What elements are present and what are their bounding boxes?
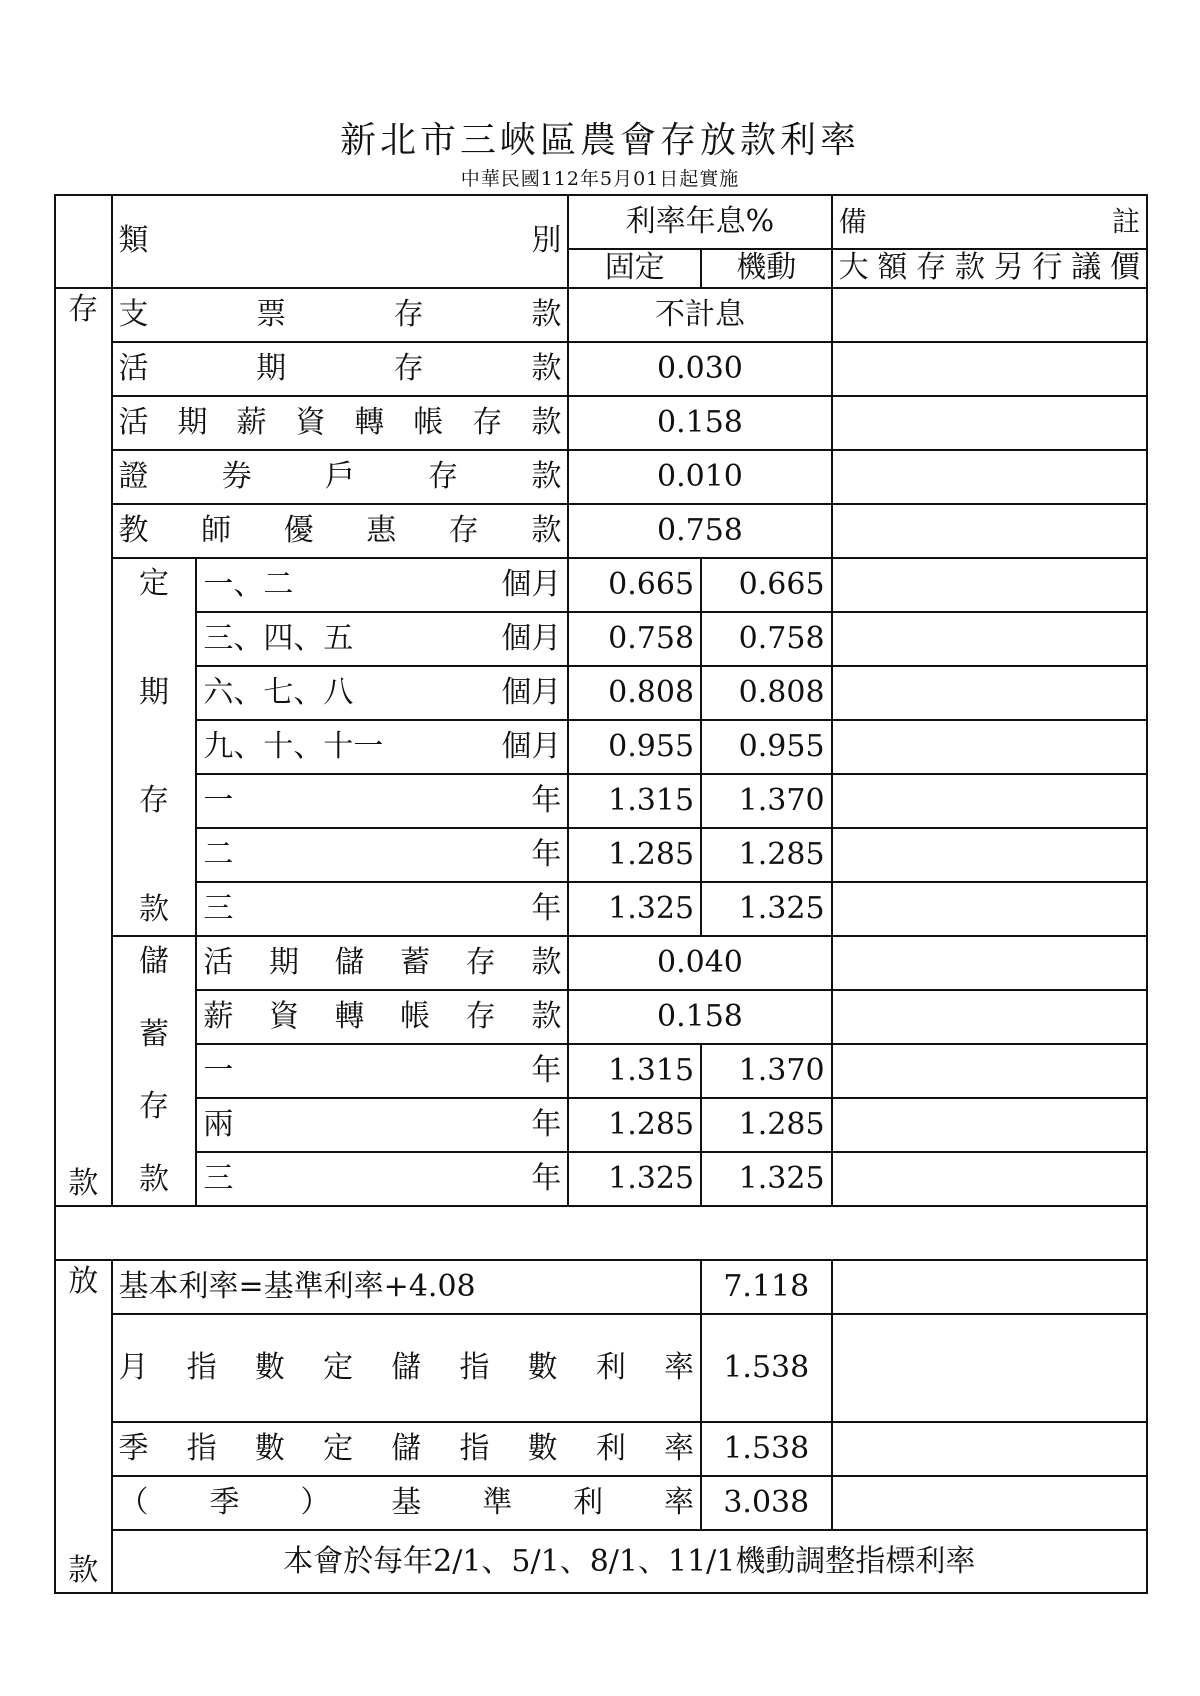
floating-header: 機動: [701, 249, 832, 288]
remark-cell: [832, 288, 1147, 342]
floating-rate: 1.285: [701, 828, 832, 882]
benchmark-rate-value: 3.038: [701, 1476, 832, 1530]
term-cell: [196, 558, 568, 612]
remark-cell: [832, 1152, 1147, 1206]
monthly-index-label: 月指數定儲指數利率: [112, 1314, 701, 1422]
term-label: 兩: [203, 1107, 234, 1143]
fixed-header: 固定: [568, 249, 701, 288]
term-cell: [196, 828, 568, 882]
floating-rate: 1.370: [701, 1044, 832, 1098]
term-cell: [196, 612, 568, 666]
time-deposit-char: 定: [138, 565, 169, 601]
deposit-top-char: 存: [68, 291, 99, 327]
remark-cell: [832, 882, 1147, 936]
term-label: 三、四、五: [203, 621, 354, 656]
term-unit: 年: [531, 1107, 562, 1143]
savings-demand-rate: 0.040: [568, 936, 831, 990]
term-unit: 個月: [501, 729, 562, 765]
remark-cell: [832, 720, 1147, 774]
demand-row-name: 活期存款: [112, 342, 569, 396]
remark-cell: [832, 1314, 1147, 1422]
remark-cell: [832, 396, 1147, 450]
savings-demand-name: 活期儲蓄存款: [196, 936, 568, 990]
term-label: 一、二: [203, 566, 294, 602]
savings-deposit-char: 款: [138, 1162, 169, 1198]
floating-rate: 0.758: [701, 612, 832, 666]
remark-cell: [832, 774, 1147, 828]
term-label: 一: [203, 1053, 234, 1089]
term-unit: 年: [531, 1161, 562, 1197]
remark-note: 大額存款另行議價: [832, 249, 1147, 288]
term-label: 二: [203, 837, 234, 873]
floating-rate: 0.808: [701, 666, 832, 720]
remark-cell: [832, 558, 1147, 612]
effective-date: 中華民國112年5月01日起實施: [460, 168, 740, 190]
fixed-rate: 0.665: [568, 558, 701, 612]
time-deposit-char: 款: [138, 892, 169, 928]
demand-row-name: 活期薪資轉帳存款: [112, 396, 569, 450]
floating-rate: 1.285: [701, 1098, 832, 1152]
fixed-rate: 1.315: [568, 1044, 701, 1098]
rate-table: [54, 194, 1148, 1594]
demand-row-name: 證券戶存款: [112, 450, 569, 504]
term-unit: 年: [531, 837, 562, 873]
term-unit: 個月: [501, 566, 562, 602]
fixed-rate: 1.325: [568, 882, 701, 936]
savings-deposit-char: 存: [138, 1089, 169, 1125]
time-deposit-char: 期: [138, 674, 169, 710]
term-cell: [196, 1152, 568, 1206]
term-cell: [196, 774, 568, 828]
loan-section-label: [55, 1260, 112, 1593]
remark-cell: [832, 1098, 1147, 1152]
term-label: 三: [203, 1161, 234, 1197]
term-cell: [196, 720, 568, 774]
base-rate-label: 基本利率=基準利率+4.08: [112, 1260, 701, 1314]
savings-deposit-char: 蓄: [138, 1016, 169, 1052]
quarterly-index-label: 季指數定儲指數利率: [112, 1422, 701, 1476]
remark-label-right: 註: [1111, 205, 1140, 238]
remark-cell: [832, 990, 1147, 1044]
savings-demand-rate: 0.158: [568, 990, 831, 1044]
term-unit: 個月: [501, 675, 562, 711]
monthly-index-rate: 1.538: [701, 1314, 832, 1422]
term-label: 三: [203, 891, 234, 927]
remark-cell: [832, 450, 1147, 504]
term-cell: [196, 1098, 568, 1152]
floating-rate: 1.325: [701, 1152, 832, 1206]
demand-row-rate: 0.758: [568, 504, 831, 558]
quarterly-index-rate: 1.538: [701, 1422, 832, 1476]
remark-cell: [832, 828, 1147, 882]
category-header: [112, 195, 569, 288]
fixed-rate: 0.955: [568, 720, 701, 774]
fixed-rate: 1.285: [568, 1098, 701, 1152]
loan-top-char: 放: [68, 1264, 99, 1300]
fixed-rate: 1.325: [568, 1152, 701, 1206]
demand-row-rate: 0.158: [568, 396, 831, 450]
benchmark-rate-label: （季）基準利率: [112, 1476, 701, 1530]
remark-cell: [832, 936, 1147, 990]
term-label: 一: [203, 783, 234, 819]
base-rate-value: 7.118: [701, 1260, 832, 1314]
floating-rate: 1.325: [701, 882, 832, 936]
savings-demand-name: 薪資轉帳存款: [196, 990, 568, 1044]
time-deposit-label: [112, 558, 197, 936]
fixed-rate: 1.315: [568, 774, 701, 828]
term-cell: [196, 1044, 568, 1098]
term-cell: [196, 882, 568, 936]
demand-row-rate: 不計息: [568, 288, 831, 342]
fixed-rate: 1.285: [568, 828, 701, 882]
remark-cell: [832, 1476, 1147, 1530]
term-unit: 年: [531, 1053, 562, 1089]
adjustment-notice: 本會於每年2/1、5/1、8/1、11/1機動調整指標利率: [112, 1530, 1147, 1593]
demand-row-name: 支票存款: [112, 288, 569, 342]
demand-row-rate: 0.030: [568, 342, 831, 396]
category-label-right: 別: [531, 223, 562, 259]
term-label: 六、七、八: [203, 675, 354, 711]
demand-row-name: 教師優惠存款: [112, 504, 569, 558]
term-unit: 年: [531, 783, 562, 819]
loan-bottom-char: 款: [68, 1553, 99, 1588]
deposit-bottom-char: 款: [68, 1166, 99, 1202]
remark-cell: [832, 342, 1147, 396]
rate-group-header: 利率年息%: [568, 195, 831, 249]
fixed-rate: 0.758: [568, 612, 701, 666]
remark-cell: [832, 612, 1147, 666]
remark-cell: [832, 1044, 1147, 1098]
floating-rate: 0.955: [701, 720, 832, 774]
deposit-section-label: [55, 288, 112, 1206]
blank-separator-row: [55, 1206, 1147, 1260]
floating-rate: 0.665: [701, 558, 832, 612]
category-label-left: 類: [118, 223, 149, 259]
time-deposit-char: 存: [138, 783, 169, 819]
floating-rate: 1.370: [701, 774, 832, 828]
term-unit: 個月: [501, 621, 562, 656]
remark-label-left: 備: [838, 205, 867, 238]
header-blank-cell: [55, 195, 112, 288]
fixed-rate: 0.808: [568, 666, 701, 720]
remark-cell: [832, 1422, 1147, 1476]
savings-deposit-label: [112, 936, 197, 1206]
remark-cell: [832, 504, 1147, 558]
savings-deposit-char: 儲: [138, 944, 169, 980]
term-unit: 年: [531, 891, 562, 927]
term-cell: [196, 666, 568, 720]
remark-cell: [832, 1260, 1147, 1314]
remark-header: [832, 195, 1147, 249]
page-title: 新北市三峽區農會存放款利率: [339, 120, 860, 161]
remark-cell: [832, 666, 1147, 720]
term-label: 九、十、十一: [203, 729, 384, 765]
demand-row-rate: 0.010: [568, 450, 831, 504]
